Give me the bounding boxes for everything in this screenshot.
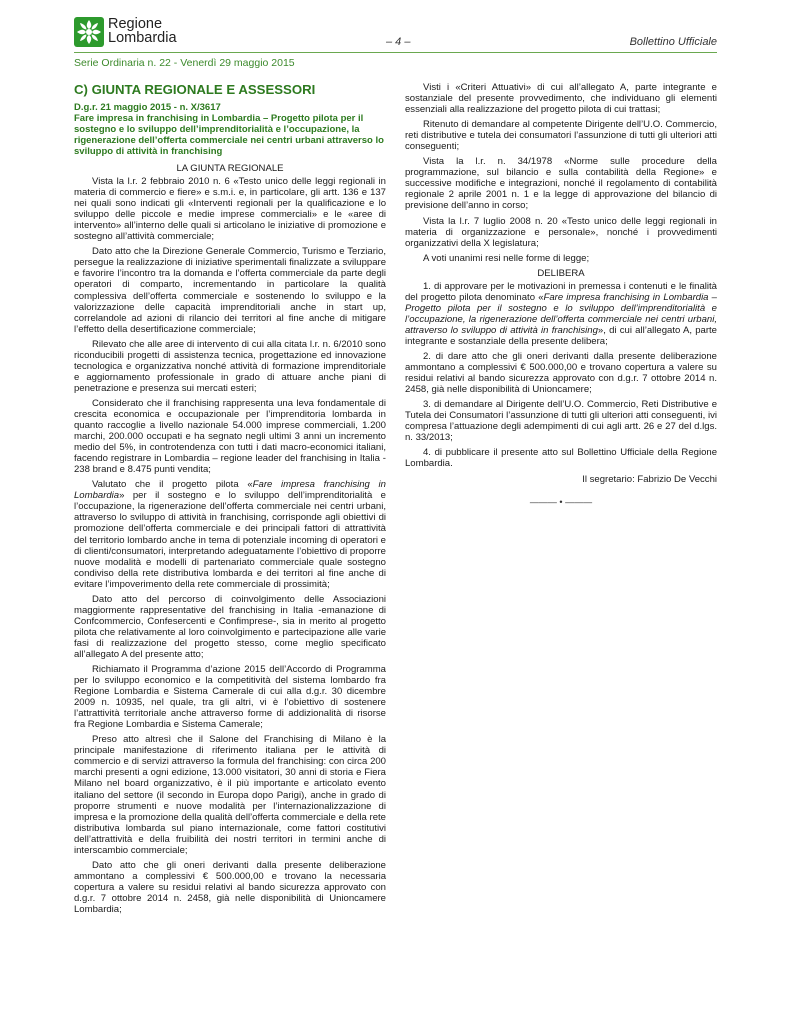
paragraph-text: », di cui all’allegato A, parte integrante e sostanziale della presente delibera; bbox=[405, 324, 717, 347]
paragraph-text: Valutato che il progetto pilota « bbox=[92, 479, 253, 491]
giunta-heading: LA GIUNTA REGIONALE bbox=[176, 163, 284, 174]
series-line: Serie Ordinaria n. 22 - Venerdì 29 maggio 2015 bbox=[74, 57, 295, 69]
decision-item: 4. di pubblicare il presente atto sul Bollettino Ufficiale della Regione Lombardia. bbox=[405, 447, 717, 470]
project-name: Fare impresa franchising in Lombardia – Progetto pilota per il sostegno e lo sviluppo dell’imprenditorialità e l’occupazione, la rigenerazione dell’offerta commerciale nei centri urbani, attraverso lo sviluppo di attività in franchising bbox=[405, 291, 717, 336]
act-number: D.g.r. 21 maggio 2015 - n. X/3617 bbox=[74, 102, 221, 113]
page-header bbox=[0, 0, 791, 70]
decision-item: 3. di demandare al Dirigente dell’U.O. Commercio, Reti Distributive e Tutela dei Consumatori l’assunzione di tutti gli ulteriori atti conseguenti, ivi compresa l’attuazione degli adempimenti di cui agli artt. 26 e 27 del d.lgs. n. 33/2013; bbox=[405, 399, 717, 444]
regione-lombardia-logo-icon bbox=[74, 17, 104, 47]
bulletin-title: Bollettino Ufficiale bbox=[629, 36, 717, 48]
paragraph bbox=[74, 479, 386, 589]
paragraph: Vista la l.r. 2 febbraio 2010 n. 6 «Testo unico delle leggi regionali in materia di commercio e fiere» e s.m.i. e, in particolare, gli artt. 136 e 137 nei quali sono indicati gli «Interventi regionali per la qualificazione e lo sviluppo delle piccole e medie imprese commerciali» e le «aree di intervento» all’interno delle quali si articolano le iniziative di promozione e sostegno all’attività commerciale; bbox=[74, 176, 386, 243]
page-number: – 4 – bbox=[386, 36, 411, 48]
project-name: Fare impresa franchising in Lombardia bbox=[74, 479, 386, 502]
separator: ——— • ——— bbox=[529, 496, 593, 507]
paragraph: A voti unanimi resi nelle forme di legge; bbox=[423, 252, 590, 264]
logo-wordmark bbox=[108, 17, 177, 45]
logo-line-2: Lombardia bbox=[108, 30, 177, 46]
paragraph-text: 1. di approvare per le motivazioni in premessa i contenuti e le finalità del progetto pilota denominato « bbox=[405, 280, 717, 303]
right-column bbox=[405, 82, 717, 508]
delibera-heading: DELIBERA bbox=[537, 267, 585, 279]
header-rule bbox=[74, 52, 717, 53]
paragraph: Vista la l.r. 7 luglio 2008 n. 20 «Testo unico delle leggi regionali in materia di organizzazione e personale», nonché i provvedimenti organizzativi della X legislatura; bbox=[405, 215, 717, 249]
paragraph: Vista la l.r. n. 34/1978 «Norme sulle procedure della programmazione, sul bilancio e sulla contabilità della Regione» e successive modifiche e integrazioni, nonché il regolamento di contabilità regionale 2 aprile 2001 n. 1 e la legge di approvazione del bilancio di previsione dell’anno in corso; bbox=[405, 156, 717, 212]
paragraph: Visti i «Criteri Attuativi» di cui all’allegato A, parte integrante e sostanziale del presente provvedimento, che individuano gli elementi essenziali alla realizzazione del progetto pilota di cui trattasi; bbox=[405, 82, 717, 116]
paragraph-text: » per il sostegno e lo sviluppo dell’imprenditorialità e l’occupazione, la rigenerazione dell’offerta commerciale nei centri urbani, attraverso lo sviluppo di attività in franchising, corrisponde agli obiettivi di promozione dell’offerta commerciale e dei principali fattori di attrattività del territorio lombardo anche in tema di potenziale incoming di operatori e di clienti/consumatori, interpretando adeguatamente l’obiettivo di proporre nuove modalità e modelli di partenariato commerciale quale sostegno condiviso della rete distributiva lombarda e dei territori al fine anche di evitare l’impoverimento della rete commerciale di prossimità; bbox=[74, 490, 386, 590]
paragraph: Preso atto altresì che il Salone del Franchising di Milano è la principale manifestazione di riferimento italiana per le attività di commercio e di servizi attraverso la formula del franchising: con circa 200 marchi presenti a ogni edizione, 13.000 visitatori, 30 anni di storia e Fiera Milano nel board organizzativo, è il più importante e articolato evento italiano del settore (il secondo in Europa dopo Parigi), anche in grado di proporre strumenti e nuove modalità per l’internazionalizzazione di impresa e la promozione della qualità dell’offerta commerciale e della rete distributiva lombarda sul piano internazionale, come fattori costitutivi dell’attrattività e della fruibilità dei nostri territori in termini anche di interscambio commerciale; bbox=[74, 734, 386, 856]
paragraph: Dato atto del percorso di coinvolgimento delle Associazioni maggiormente rappresentative del franchising in Italia -emanazione di Confcommercio, Confesercenti e Confimprese-, sia in merito al progetto pilota che relativamente al loro coinvolgimento e partecipazione alle varie fasi di realizzazione del progetto stesso, come meglio specificato all’allegato A del presente atto; bbox=[74, 593, 386, 660]
decision-item bbox=[405, 281, 717, 347]
paragraph: Ritenuto di demandare al competente Dirigente dell’U.O. Commercio, reti distributive e tutela dei consumatori l’assunzione di tutti gli ulteriori atti conseguenti; bbox=[405, 119, 717, 153]
signature: Il segretario: Fabrizio De Vecchi bbox=[582, 473, 717, 485]
decision-item: 2. di dare atto che gli oneri derivanti dalla presente deliberazione ammontano a complessivi € 500.000,00 e trovano copertura a valere su residui relativi al bando sicurezza approvato con d.g.r. 7 ottobre 2014 n. 2458, già nelle disponibilità di Unioncamere; bbox=[405, 351, 717, 396]
paragraph: Rilevato che alle aree di intervento di cui alla citata l.r. n. 6/2010 sono riconducibili progetti di assistenza tecnica, progettazione ed innovazione tecnologica e organizzativa nonché attività di formazione imprenditoriale e aggiornamento professionale in grado di attuare anche piani di penetrazione e presenza sui mercati esteri; bbox=[74, 338, 386, 394]
paragraph: Dato atto che gli oneri derivanti dalla presente deliberazione ammontano a complessivi € 500.000,00 e trovano la necessaria copertura a valere su residui relativi al bando sicurezza approvato con d.g.r. 7 ottobre 2014 n. 2458, già nelle disponibilità di Unioncamere Lombardia; bbox=[74, 859, 386, 915]
paragraph: Dato atto che la Direzione Generale Commercio, Turismo e Terziario, persegue la realizzazione di iniziative sperimentali finalizzate a sviluppare e favorire l’incontro tra la domanda e l’offerta commerciale da parte degli operatori di comparto, incrementando in particolare la qualità complessiva dell’offerta commerciale e sostenendo lo sviluppo e la valorizzazione delle capacità imprenditoriali anche in start up, correlandole ad azioni di rilancio dei territori al fine anche di mitigare l’effetto della desertificazione commerciale; bbox=[74, 246, 386, 335]
act-title: Fare impresa in franchising in Lombardia – Progetto pilota per il sostegno e lo sviluppo dell’imprenditorialità e l’occupazione, la rigenerazione dell’offerta commerciale nei centri urbani attraverso lo sviluppo di attività in franchising bbox=[74, 113, 384, 157]
logo-line-1: Regione bbox=[108, 16, 163, 32]
paragraph: Considerato che il franchising rappresenta una leva fondamentale di crescita economica e occupazionale per l’imprenditoria lombarda in quanto raccoglie a livello nazionale 54.000 imprese commerciali, 1.200 marchi, 200.000 occupati e ha segnato negli ultimi 3 anni un incremento medio del 5%, in controtendenza con tutti i dati macro-economici italiani, facendo registrare in Lombardia – regione leader del franchising in Italia - 238 brand e 8.475 punti vendita; bbox=[74, 397, 386, 476]
left-column bbox=[74, 82, 386, 919]
paragraph: Richiamato il Programma d’azione 2015 dell’Accordo di Programma per lo sviluppo economico e la competitività del sistema lombardo fra Regione Lombardia e Sistema Camerale di cui alla d.g.r. 30 dicembre 2009 n. 10935, nel quale, tra gli altri, vi è l’obiettivo di sostenere l’attrattività territoriale anche attraverso forme di addizionalità di risorse fra Regione Lombardia e Sistema Camerale; bbox=[74, 664, 386, 731]
section-title: C) GIUNTA REGIONALE E ASSESSORI bbox=[74, 82, 316, 97]
